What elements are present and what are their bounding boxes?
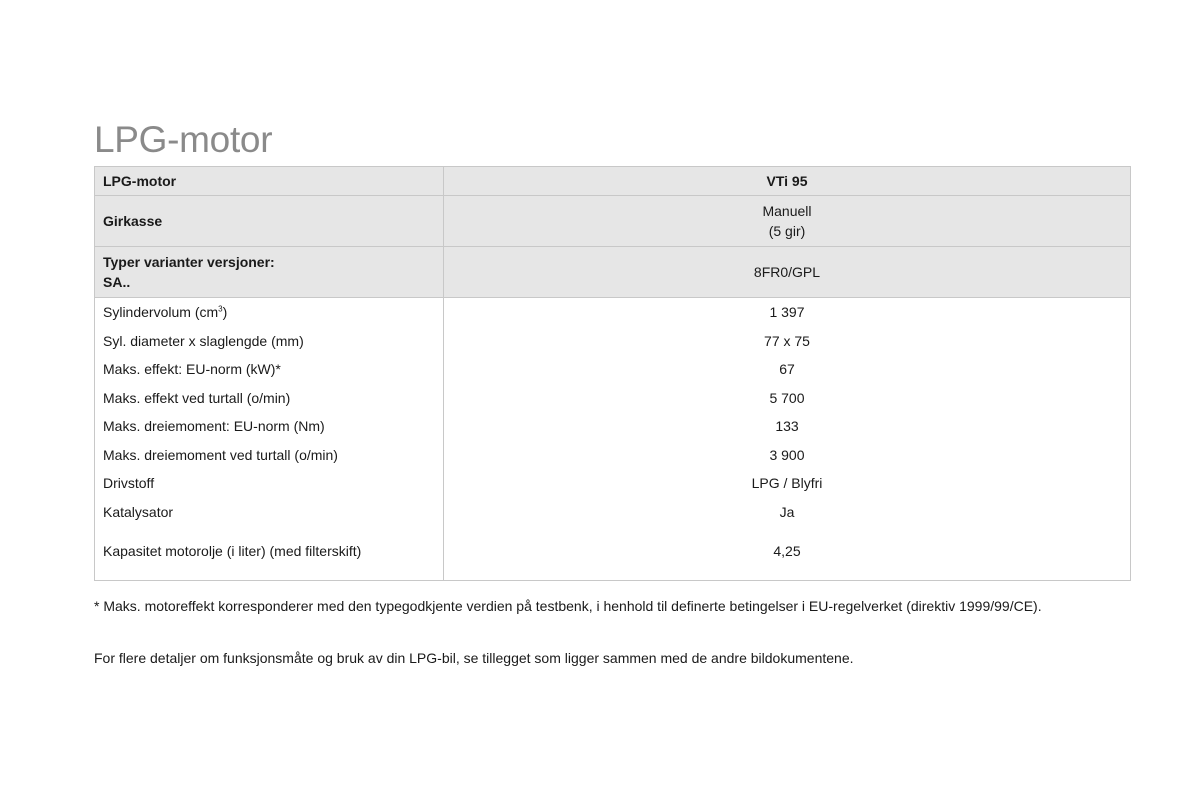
gearbox-value-line2: (5 gir) <box>768 223 806 239</box>
row-value: 77 x 75 <box>444 327 1131 356</box>
row-value: 4,25 <box>444 526 1131 581</box>
header-value: VTi 95 <box>444 167 1131 196</box>
row-label: Drivstoff <box>95 469 444 498</box>
row-value: 3 900 <box>444 441 1131 470</box>
row-label: Katalysator <box>95 498 444 527</box>
row-label: Maks. dreiemoment ved turtall (o/min) <box>95 441 444 470</box>
footnote: * Maks. motoreffekt korresponderer med den typegodkjente verdien på testbenk, i henhold til definerte betingelser i EU-regelverket (direktiv 1999/99/CE). <box>94 598 1042 614</box>
table-row <box>95 384 1131 413</box>
variants-value: 8FR0/GPL <box>444 247 1131 298</box>
table-row <box>95 441 1131 470</box>
engine-spec-table <box>94 166 1131 581</box>
row-label: Maks. effekt ved turtall (o/min) <box>95 384 444 413</box>
table-row <box>95 469 1131 498</box>
table-row <box>95 412 1131 441</box>
row-value: 67 <box>444 355 1131 384</box>
variants-label <box>95 247 444 298</box>
row-label-end: ) <box>222 304 228 321</box>
gearbox-label: Girkasse <box>95 196 444 247</box>
row-label: Maks. dreiemoment: EU-norm (Nm) <box>95 412 444 441</box>
superscript: 3 <box>218 304 223 314</box>
table-row <box>95 526 1131 581</box>
table-row <box>95 298 1131 327</box>
page-title: LPG-motor <box>94 119 273 160</box>
row-value: Ja <box>444 498 1131 527</box>
table-row <box>95 355 1131 384</box>
gearbox-value-line1: Manuell <box>762 203 812 219</box>
gearbox-row <box>95 196 1131 247</box>
variants-label-line2: SA.. <box>103 274 131 290</box>
info-note: For flere detaljer om funksjonsmåte og bruk av din LPG-bil, se tillegget som ligger sammen med de andre bildokumentene. <box>94 650 854 666</box>
variants-row <box>95 247 1131 298</box>
row-label: Kapasitet motorolje (i liter) (med filterskift) <box>95 526 444 581</box>
row-label: Syl. diameter x slaglengde (mm) <box>95 327 444 356</box>
row-label-text: Sylindervolum (cm <box>103 304 219 321</box>
table-header-row <box>95 167 1131 196</box>
row-label <box>95 298 444 327</box>
variants-label-line1: Typer varianter versjoner: <box>103 254 275 270</box>
row-value: 133 <box>444 412 1131 441</box>
row-value: 5 700 <box>444 384 1131 413</box>
gearbox-value <box>444 196 1131 247</box>
table-row <box>95 327 1131 356</box>
table-row <box>95 498 1131 527</box>
row-value: LPG / Blyfri <box>444 469 1131 498</box>
header-label: LPG-motor <box>95 167 444 196</box>
row-value: 1 397 <box>444 298 1131 327</box>
row-label: Maks. effekt: EU-norm (kW)* <box>95 355 444 384</box>
